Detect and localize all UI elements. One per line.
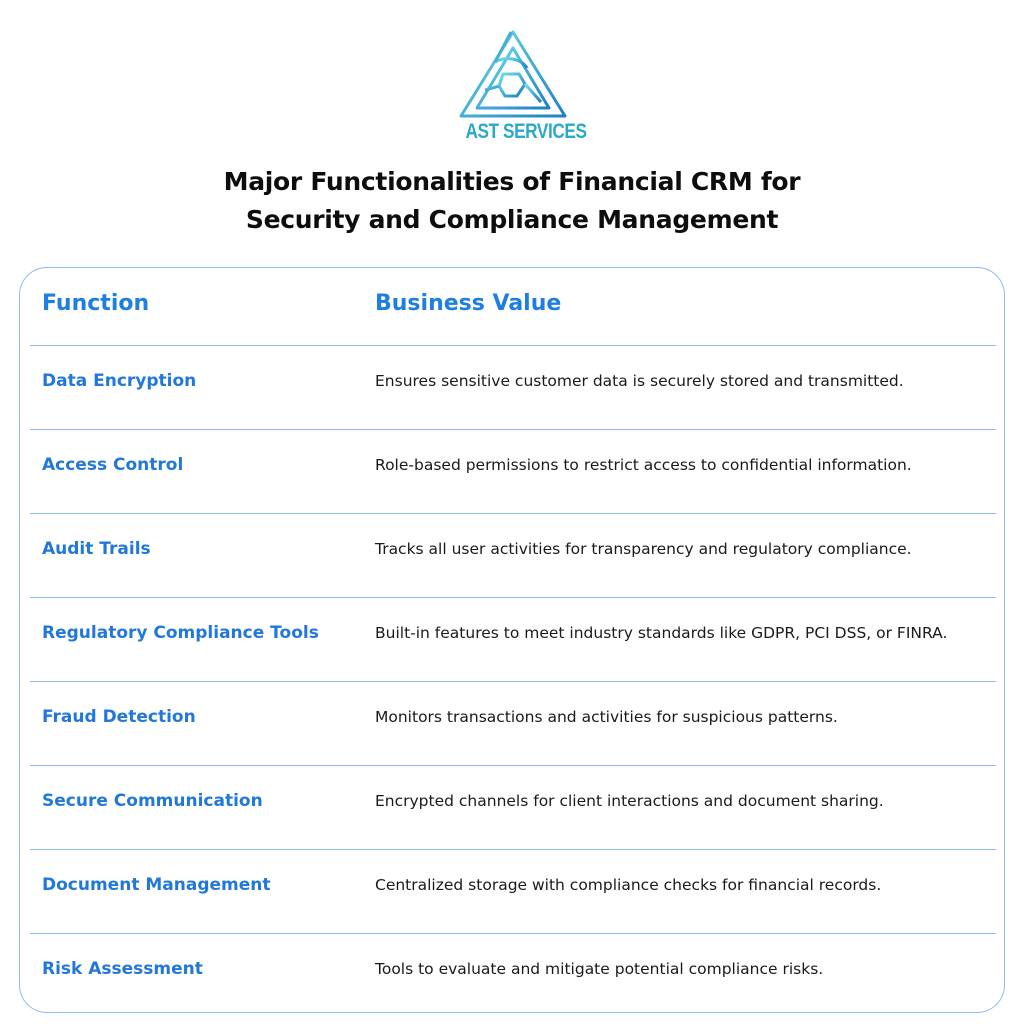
brand-logo [455,28,587,146]
page-title-line-2: Security and Compliance Management [245,205,779,234]
function-cell: Data Encryption [42,371,197,391]
page-title [0,163,1024,239]
column-header-function: Function [42,291,150,316]
business-value-cell: Monitors transactions and activities for suspicious patterns. [375,708,838,726]
functions-table [19,267,1005,1013]
business-value-cell: Built-in features to meet industry standards like GDPR, PCI DSS, or FINRA. [375,624,948,642]
business-value-cell: Centralized storage with compliance checks for financial records. [375,876,882,894]
business-value-cell: Ensures sensitive customer data is securely stored and transmitted. [375,372,904,390]
table-row [30,934,996,1018]
function-cell: Fraud Detection [42,707,196,727]
table-row [30,346,996,430]
function-cell: Access Control [42,455,184,475]
table-row [30,682,996,766]
function-cell: Regulatory Compliance Tools [42,623,319,643]
table-row [30,850,996,934]
business-value-cell: Tools to evaluate and mitigate potential compliance risks. [375,960,824,978]
function-cell: Document Management [42,875,271,895]
table-header [30,268,996,346]
brand-name: AST SERVICES [465,120,587,143]
table-row [30,766,996,850]
business-value-cell: Role-based permissions to restrict access to confidential information. [375,456,912,474]
function-cell: Audit Trails [42,539,151,559]
page-title-line-1: Major Functionalities of Financial CRM for [223,167,801,196]
function-cell: Secure Communication [42,791,263,811]
business-value-cell: Tracks all user activities for transparency and regulatory compliance. [375,540,912,558]
function-cell: Risk Assessment [42,959,203,979]
triangle-logo-icon [455,28,571,124]
table-row [30,430,996,514]
business-value-cell: Encrypted channels for client interactions and document sharing. [375,792,884,810]
column-header-business-value: Business Value [375,291,562,316]
table-row [30,514,996,598]
table-row [30,598,996,682]
